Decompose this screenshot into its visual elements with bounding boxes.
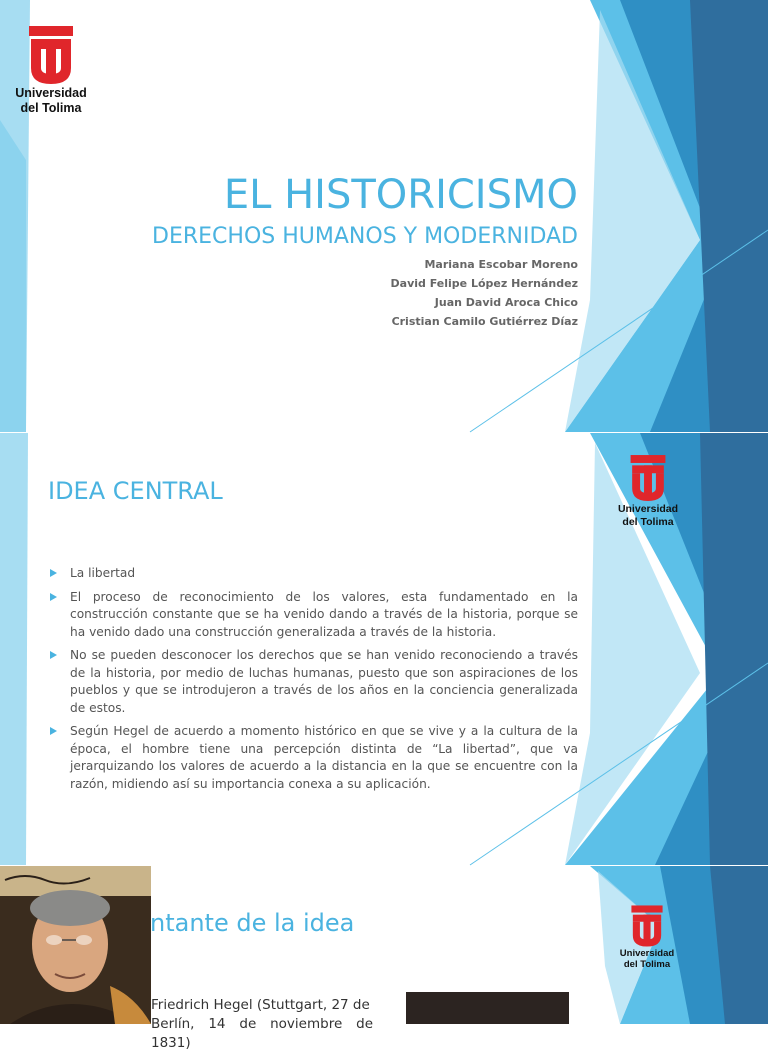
list-item (48, 565, 578, 583)
biography-text (151, 996, 373, 1053)
author-name: Cristian Camilo Gutiérrez Díaz (391, 315, 578, 328)
logo-universidad-tolima (614, 904, 680, 971)
dark-photo (406, 992, 569, 1024)
bullet-text: La libertad (70, 566, 136, 580)
slide-idea-central (0, 433, 768, 865)
biography-line: Friedrich Hegel (Stuttgart, 27 de (151, 997, 370, 1013)
list-item (48, 647, 578, 717)
logo-line2: del Tolima (622, 515, 674, 528)
logo-universidad-tolima (612, 453, 684, 528)
bullet-arrow-icon (50, 593, 57, 601)
author-name: Mariana Escobar Moreno (424, 258, 578, 271)
bullet-text: Según Hegel de acuerdo a momento histórico en que se vive y a la cultura de la época, el hombre tiene una percepción distinta de “La libertad”, que va jerarquizando los valores de acuerdo a la distancia en la que se encuentre con la razón, midiendo así su importancia conexa a su aplicación. (70, 724, 578, 791)
author-list (391, 255, 578, 331)
bullet-arrow-icon (50, 569, 57, 577)
bullet-text: No se pueden desconocer los derechos que se han venido reconociendo a través de la historia, por medio de luchas humanas, puesto que son aspiraciones de los pueblos y que se introdujeron a través de los años en la conciencia generalizada de estos. (70, 648, 578, 715)
logo-universidad-tolima (12, 24, 90, 116)
logo-line1: Universidad (15, 86, 87, 100)
bullet-text: El proceso de reconocimiento de los valores, esta fundamentado en la construcción constante que se ha venido dando a través de la historia, porque se ha venido dado una construcción generalizada a través de la historia. (70, 589, 578, 639)
tolima-u-shield-icon (27, 24, 75, 86)
slide-title (0, 0, 768, 432)
bullet-arrow-icon (50, 651, 57, 659)
list-item (48, 589, 578, 642)
author-name: David Felipe López Hernández (390, 277, 578, 290)
slide-heading: IDEA CENTRAL (48, 477, 223, 505)
bullet-arrow-icon (50, 727, 57, 735)
logo-line1: Universidad (617, 503, 679, 515)
presentation-subtitle: DERECHOS HUMANOS Y MODERNIDAD (152, 224, 578, 249)
slide-representante (0, 866, 768, 1051)
logo-line1: Universidad (619, 948, 675, 959)
presentation-title: EL HISTORICISMO (223, 172, 578, 218)
tolima-u-shield-icon (629, 453, 667, 503)
slide-heading: ntante de la idea (150, 909, 355, 937)
hegel-portrait (0, 866, 151, 1024)
bullet-list (48, 565, 578, 799)
list-item (48, 723, 578, 793)
logo-line2: del Tolima (20, 101, 82, 115)
biography-line: Berlín, 14 de noviembre de 1831) (151, 1016, 373, 1051)
tolima-u-shield-icon (630, 904, 664, 948)
logo-line2: del Tolima (623, 959, 671, 971)
author-name: Juan David Aroca Chico (434, 296, 578, 309)
